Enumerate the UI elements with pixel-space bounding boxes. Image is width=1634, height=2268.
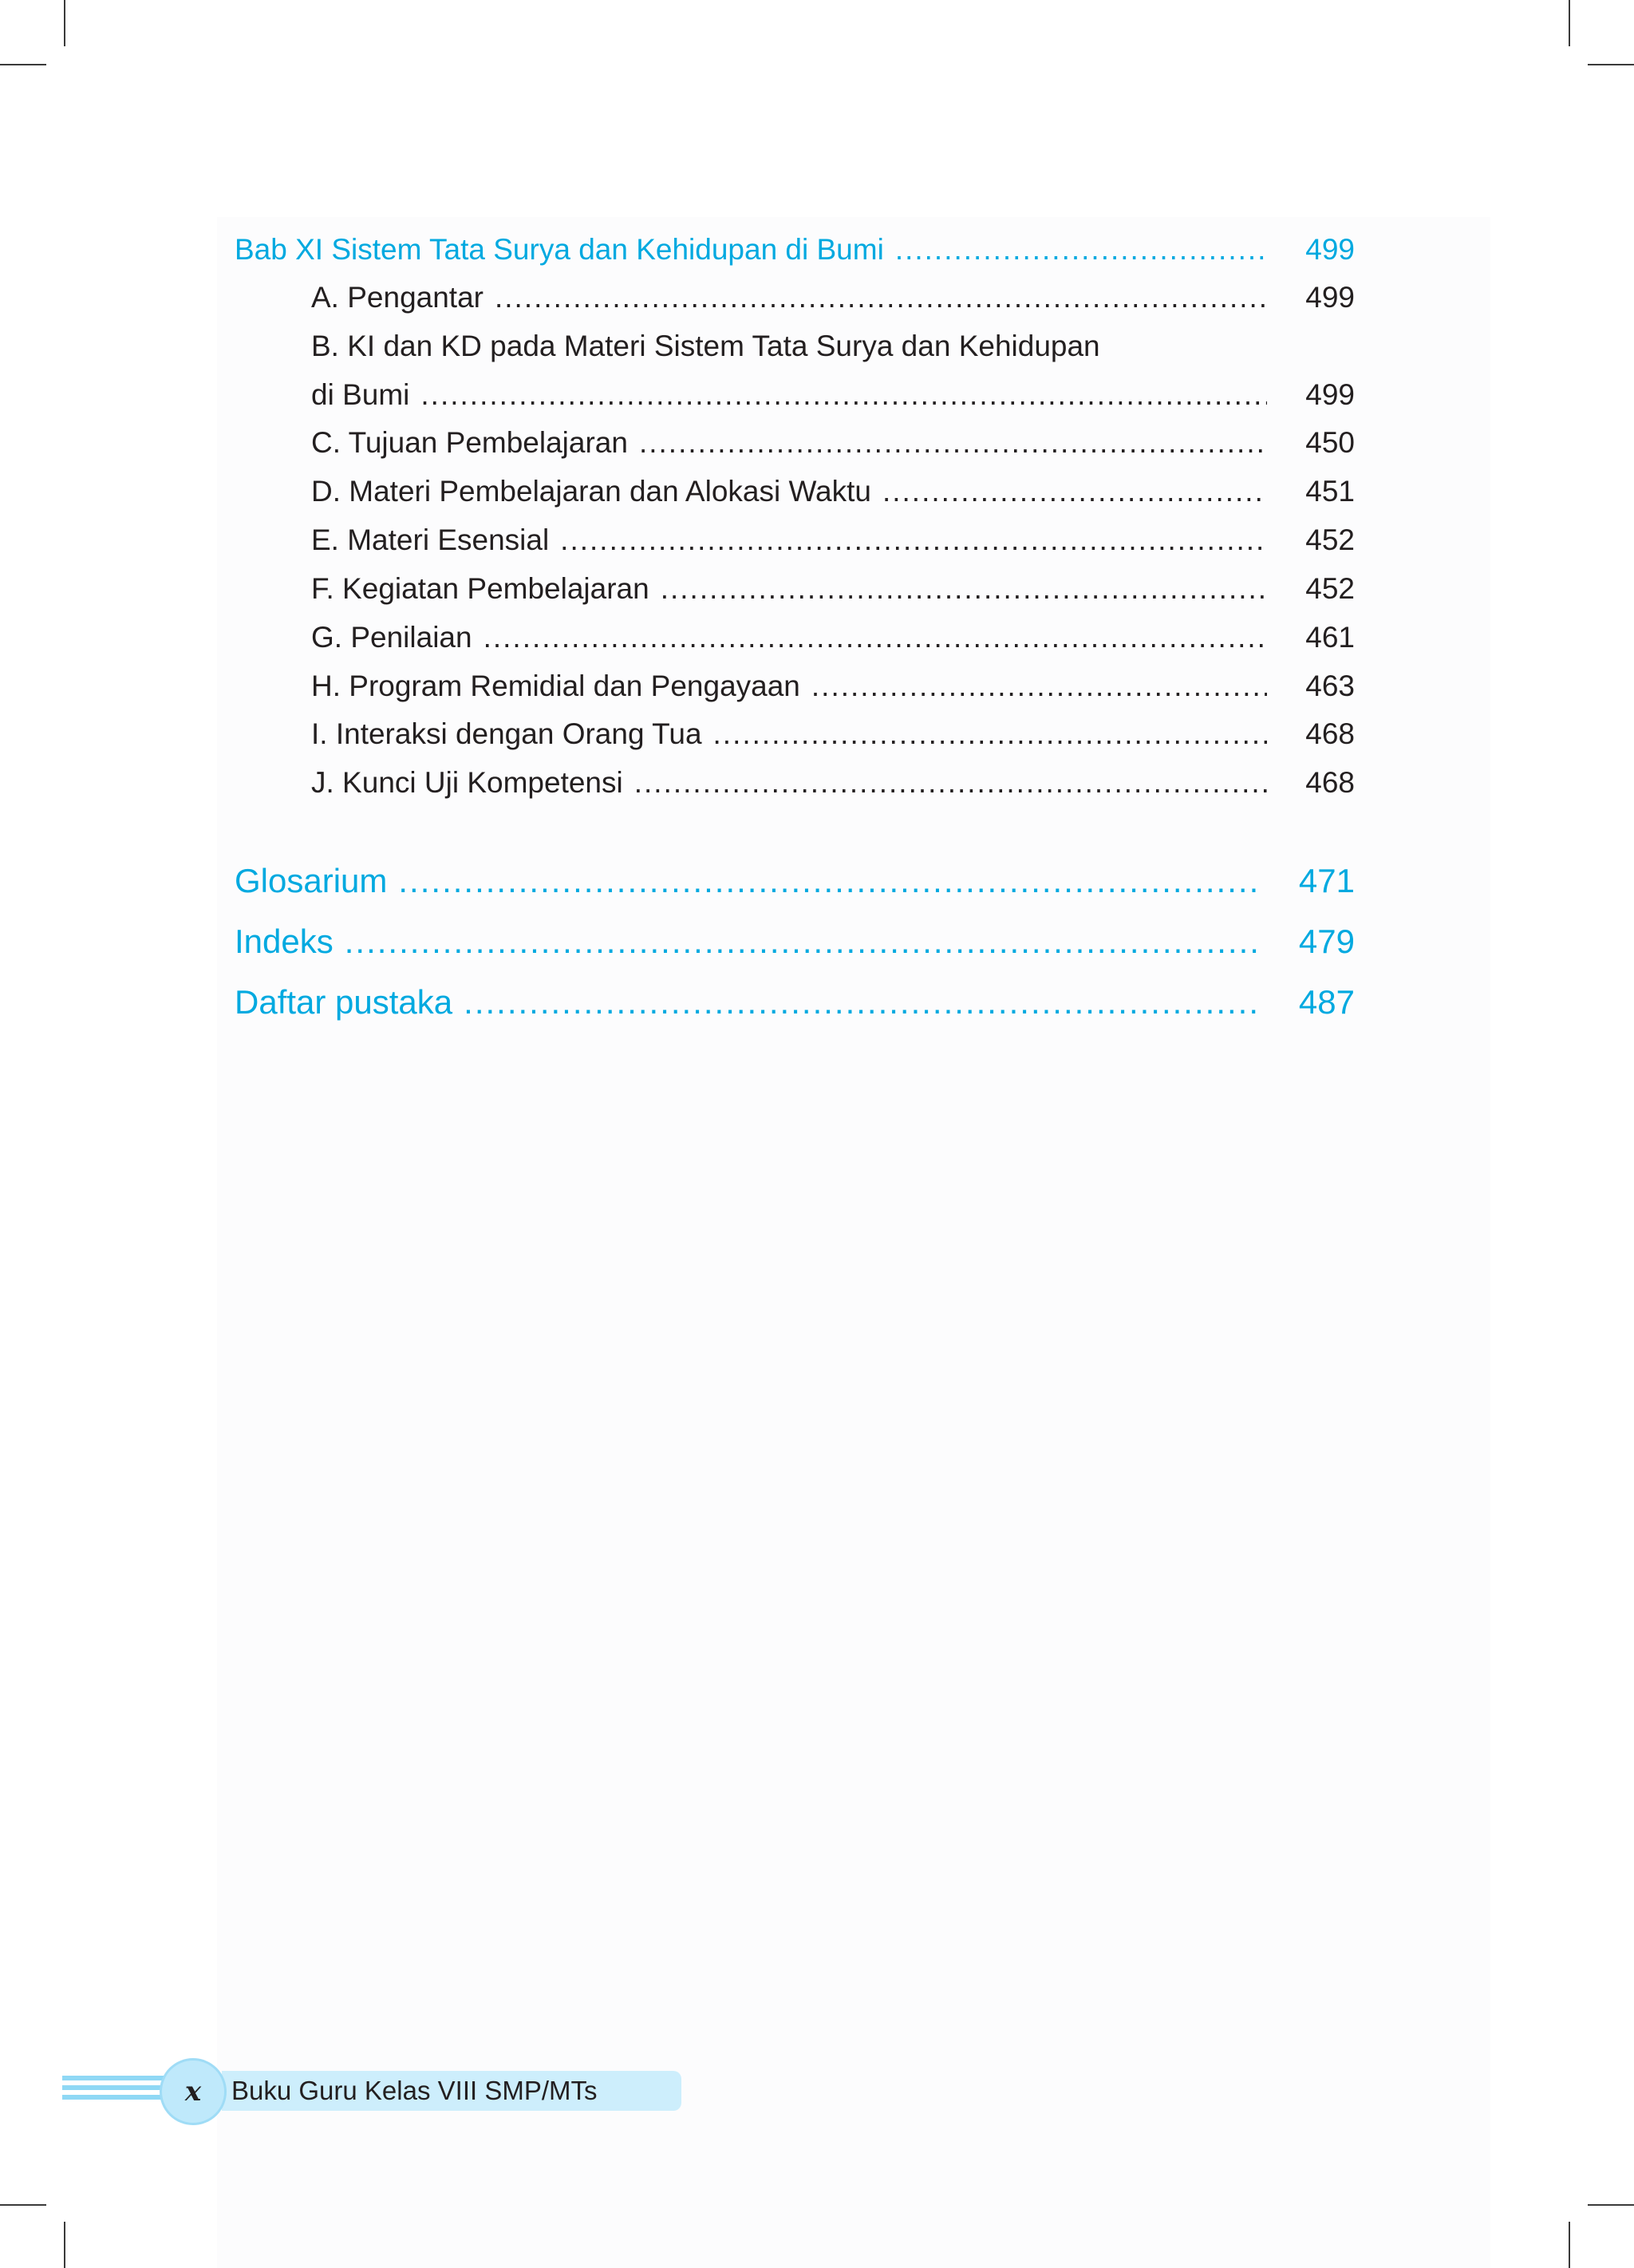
toc-page-number: 451 [1305,475,1355,508]
toc-section-entry[interactable] [311,516,1355,564]
toc-section-entry[interactable] [311,710,1355,758]
toc-section-label: A. Pengantar [311,281,483,314]
toc-page-number: 471 [1298,862,1355,899]
toc-leader-dots [634,759,1267,807]
toc-backmatter-label: Indeks [235,923,334,960]
toc-page-number: 487 [1298,983,1355,1021]
toc-page-number: 499 [1305,281,1355,314]
toc-section-label: I. Interaksi dengan Orang Tua [311,717,702,750]
toc-section-label: F. Kegiatan Pembelajaran [311,572,649,605]
toc-leader-dots [882,468,1267,516]
page-number-badge [160,2058,227,2125]
toc-page-number: 468 [1305,766,1355,799]
toc-backmatter-label: Daftar pustaka [235,983,453,1021]
toc-leader-dots [811,662,1267,710]
toc-page-number: 479 [1298,923,1355,960]
toc-leader-dots [345,915,1262,968]
toc-leader-dots [398,855,1262,907]
toc-section-label: E. Materi Esensial [311,524,550,556]
toc-section-entry[interactable] [311,614,1355,662]
toc-section-label: C. Tujuan Pembelajaran [311,426,628,459]
toc-leader-dots [464,976,1262,1029]
toc-section-label: H. Program Remidial dan Pengayaan [311,670,800,702]
toc-section-label: G. Penilaian [311,621,472,654]
page-number: x [184,2076,202,2108]
toc-page-number: 499 [1305,378,1355,411]
toc-leader-dots [420,371,1267,419]
toc-section-entry[interactable] [311,759,1355,807]
toc-page-number: 450 [1305,426,1355,459]
toc-section-label: J. Kunci Uji Kompetensi [311,766,623,799]
toc-section-entry[interactable] [311,468,1355,516]
toc-section-entry[interactable] [311,565,1355,613]
toc-leader-dots [713,710,1267,758]
toc-chapter-entry[interactable] [235,226,1355,274]
toc-leader-dots [560,516,1267,564]
toc-backmatter-entry[interactable] [235,855,1355,903]
toc-section-entry[interactable] [311,274,1355,322]
toc-page-number: 461 [1305,621,1355,654]
toc-section-entry[interactable] [311,662,1355,710]
toc-leader-dots [661,565,1267,613]
page-footer [62,2071,621,2111]
toc-leader-dots [895,226,1267,274]
toc-leader-dots [483,614,1267,662]
toc-section-label: D. Materi Pembelajaran dan Alokasi Waktu [311,475,871,508]
toc-chapter-title: Bab XI Sistem Tata Surya dan Kehidupan di Bumi [235,233,884,266]
toc-page-number: 452 [1305,572,1355,605]
toc-leader-dots [639,419,1267,467]
toc-backmatter-entry[interactable] [235,915,1355,963]
toc-page-number: 463 [1305,670,1355,702]
footer-book-title: Buku Guru Kelas VIII SMP/MTs [231,2076,598,2105]
toc-section-entry[interactable] [311,371,1355,419]
toc-page-number: 452 [1305,524,1355,556]
toc-section-label-continued: di Bumi [311,378,410,411]
toc-leader-dots [495,274,1267,322]
toc-page-number: 499 [1305,233,1355,266]
toc-section-label[interactable]: B. KI dan KD pada Materi Sistem Tata Surya dan Kehidupan [311,330,1100,362]
toc-page-number: 468 [1305,717,1355,750]
toc-section-entry[interactable] [311,419,1355,467]
toc-backmatter-label: Glosarium [235,862,388,899]
toc-backmatter-entry[interactable] [235,976,1355,1024]
